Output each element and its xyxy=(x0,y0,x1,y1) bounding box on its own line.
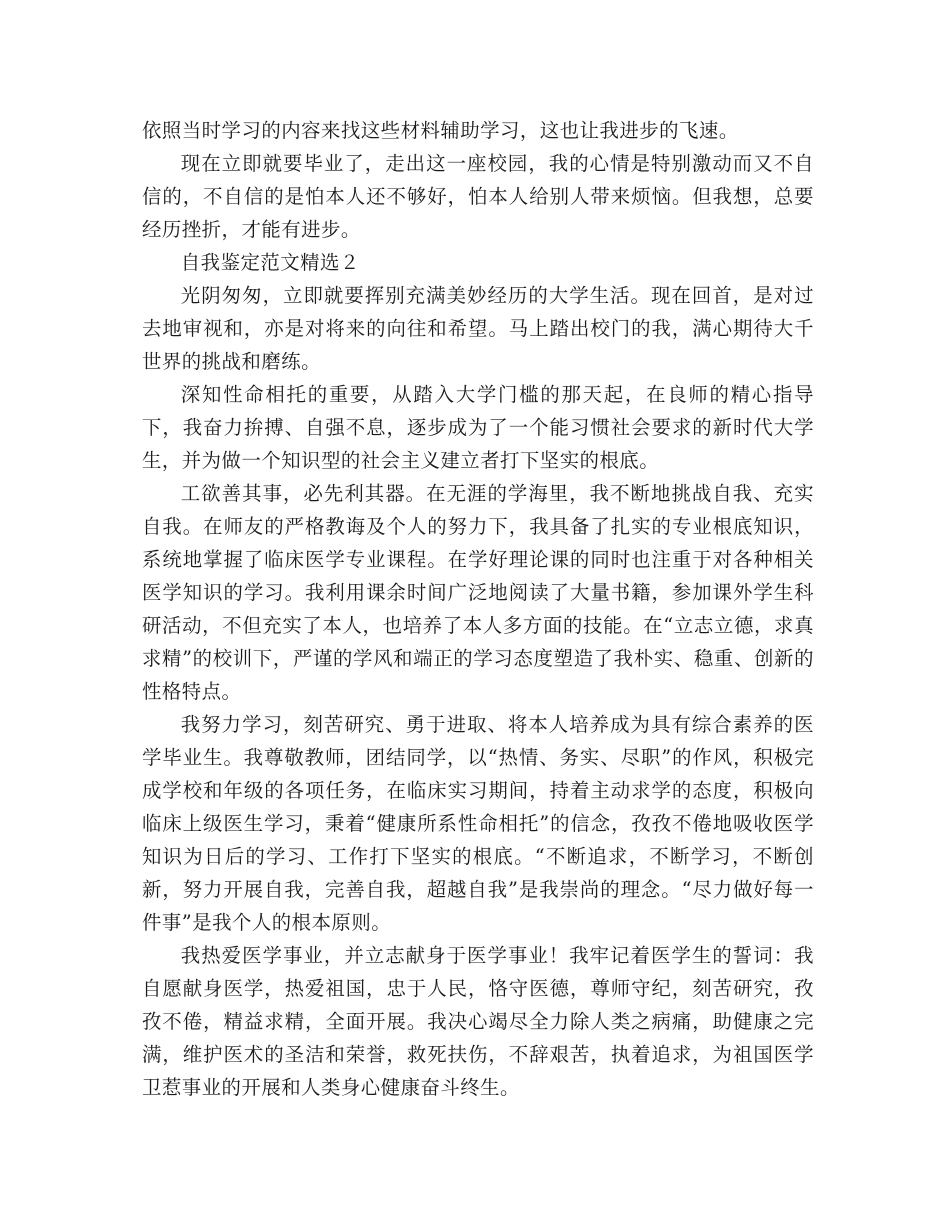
document-body xyxy=(142,114,814,1104)
paragraph: 依照当时学习的内容来找这些材料辅助学习，这也让我进步的飞速。 xyxy=(142,119,739,142)
paragraph: 我热爱医学事业，并立志献身于医学事业！我牢记着医学生的誓词：我自愿献身医学，热爱祖国，忠于人民，恪守医德，尊师守纪，刻苦研究，孜孜不倦，精益求精，全面开展。我决心竭尽全力除人类之病痛，助健康之完满，维护医术的圣洁和荣誉，救死扶伤，不辞艰苦，执着追求，为祖国医学卫惹事业的开展和人类身心健康奋斗终生。 xyxy=(142,944,814,1099)
paragraph: 深知性命相托的重要，从踏入大学门槛的那天起，在良师的精心指导下，我奋力拚搏、自强不息，逐步成为了一个能习惯社会要求的新时代大学生，并为做一个知识型的社会主义建立者打下坚实的根底。 xyxy=(142,383,814,472)
paragraph: 光阴匆匆，立即就要挥别充满美妙经历的大学生活。现在回首，是对过去地审视和，亦是对将来的向往和希望。马上踏出校门的我，满心期待大千世界的挑战和磨练。 xyxy=(142,284,814,373)
paragraph: 现在立即就要毕业了，走出这一座校园，我的心情是特别激动而又不自信的，不自信的是怕本人还不够好，怕本人给别人带来烦恼。但我想，总要经历挫折，才能有进步。 xyxy=(142,152,814,241)
section-heading: 自我鉴定范文精选２ xyxy=(180,251,360,274)
paragraph: 工欲善其事，必先利其器。在无涯的学海里，我不断地挑战自我、充实自我。在师友的严格教诲及个人的努力下，我具备了扎实的专业根底知识，系统地掌握了临床医学专业课程。在学好理论课的同时也注重于对各种相关医学知识的学习。我利用课余时间广泛地阅读了大量书籍，参加课外学生科研活动，不但充实了本人，也培养了本人多方面的技能。在“立志立德，求真求精”的校训下，严谨的学风和端正的学习态度塑造了我朴实、稳重、创新的性格特点。 xyxy=(142,482,814,703)
paragraph: 我努力学习，刻苦研究、勇于进取、将本人培养成为具有综合素养的医学毕业生。我尊敬教师，团结同学，以“热情、务实、尽职”的作风，积极完成学校和年级的各项任务，在临床实习期间，持着主动求学的态度，积极向临床上级医生学习，秉着“健康所系性命相托”的信念，孜孜不倦地吸收医学知识为日后的学习、工作打下坚实的根底。“不断追求，不断学习，不断创新，努力开展自我，完善自我，超越自我”是我崇尚的理念。“尽力做好每一件事”是我个人的根本原则。 xyxy=(142,713,814,934)
